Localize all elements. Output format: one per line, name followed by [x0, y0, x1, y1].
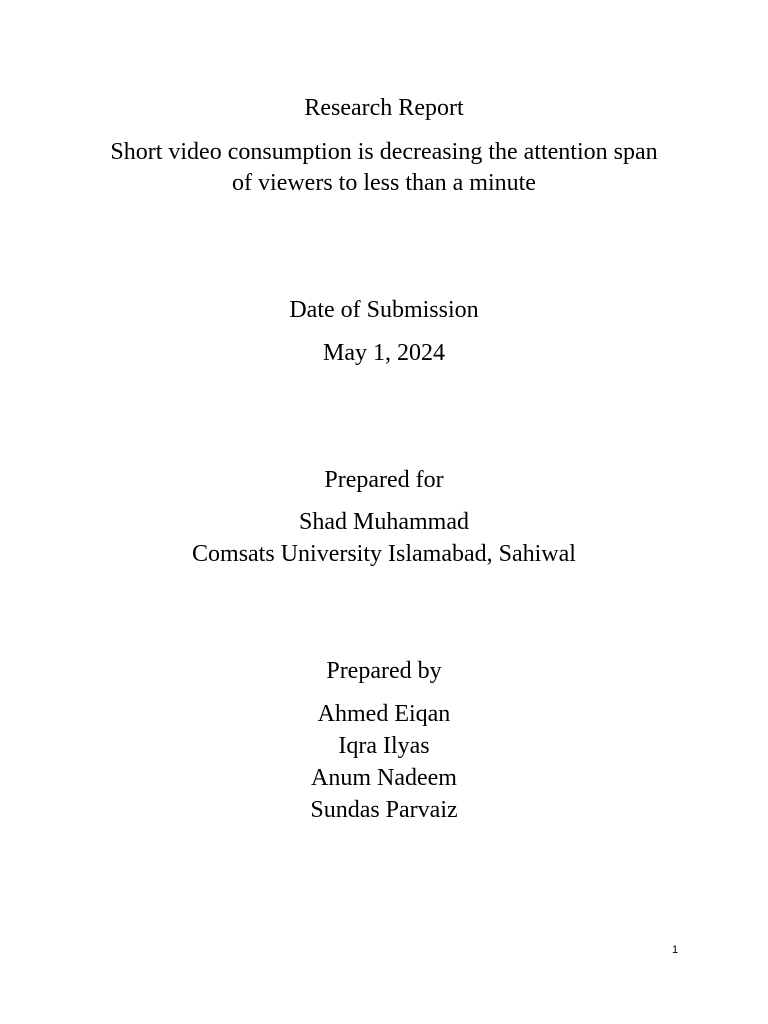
report-title-line-1: Short video consumption is decreasing the attention span: [110, 139, 658, 165]
prepared-by-label: Prepared by: [326, 658, 442, 684]
prepared-for-name: Shad Muhammad: [299, 509, 469, 535]
author-name: Sundas Parvaiz: [310, 797, 458, 823]
report-title-line-2: of viewers to less than a minute: [232, 170, 536, 196]
submission-date: May 1, 2024: [323, 340, 445, 366]
submission-label: Date of Submission: [289, 297, 479, 323]
prepared-for-label: Prepared for: [324, 467, 444, 493]
report-type-heading: Research Report: [304, 95, 464, 121]
author-name: Ahmed Eiqan: [317, 701, 451, 727]
page-number: 1: [671, 944, 679, 956]
author-name: Iqra Ilyas: [338, 733, 430, 759]
author-name: Anum Nadeem: [311, 765, 457, 791]
prepared-for-institution: Comsats University Islamabad, Sahiwal: [192, 541, 576, 567]
